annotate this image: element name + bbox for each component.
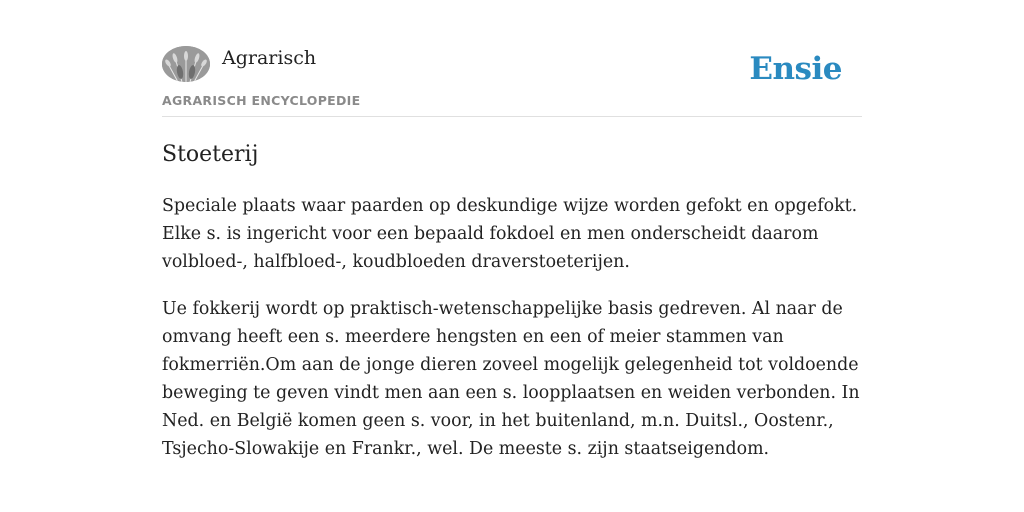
article-paragraph: Ue fokkerij wordt op praktisch-wetenschappelijke basis gedreven. Al naar de omvang heeft een s. meerdere hengsten en een of meier stammen van fokmerriën.Om aan de jonge dieren zoveel mogelijk gelegenheid tot voldoende beweging te geven vindt men aan een s. loopplaatsen en weiden verbonden. In Ned. en België komen geen s. voor, in het buitenland, m.n. Duitsl., Oostenr., Tsjecho-Slowakije en Frankr., wel. De meeste s. zijn staatseigendom. (162, 299, 860, 459)
site-subtitle[interactable]: AGRARISCH ENCYCLOPEDIE (162, 93, 361, 108)
page-title: Stoeterij (162, 142, 259, 167)
wheat-thumbnail-icon[interactable] (162, 46, 210, 82)
brand-logo[interactable]: Ensie (749, 51, 842, 87)
site-header (162, 46, 862, 117)
site-name[interactable]: Agrarisch (222, 47, 317, 69)
article-body (162, 192, 862, 482)
article-paragraph: Speciale plaats waar paarden op deskundige wijze worden gefokt en opgefokt. Elke s. is ingericht voor een bepaald fokdoel en men onderscheidt daarom volbloed-, halfbloed-, koudbloeden draverstoeterijen. (162, 196, 858, 272)
